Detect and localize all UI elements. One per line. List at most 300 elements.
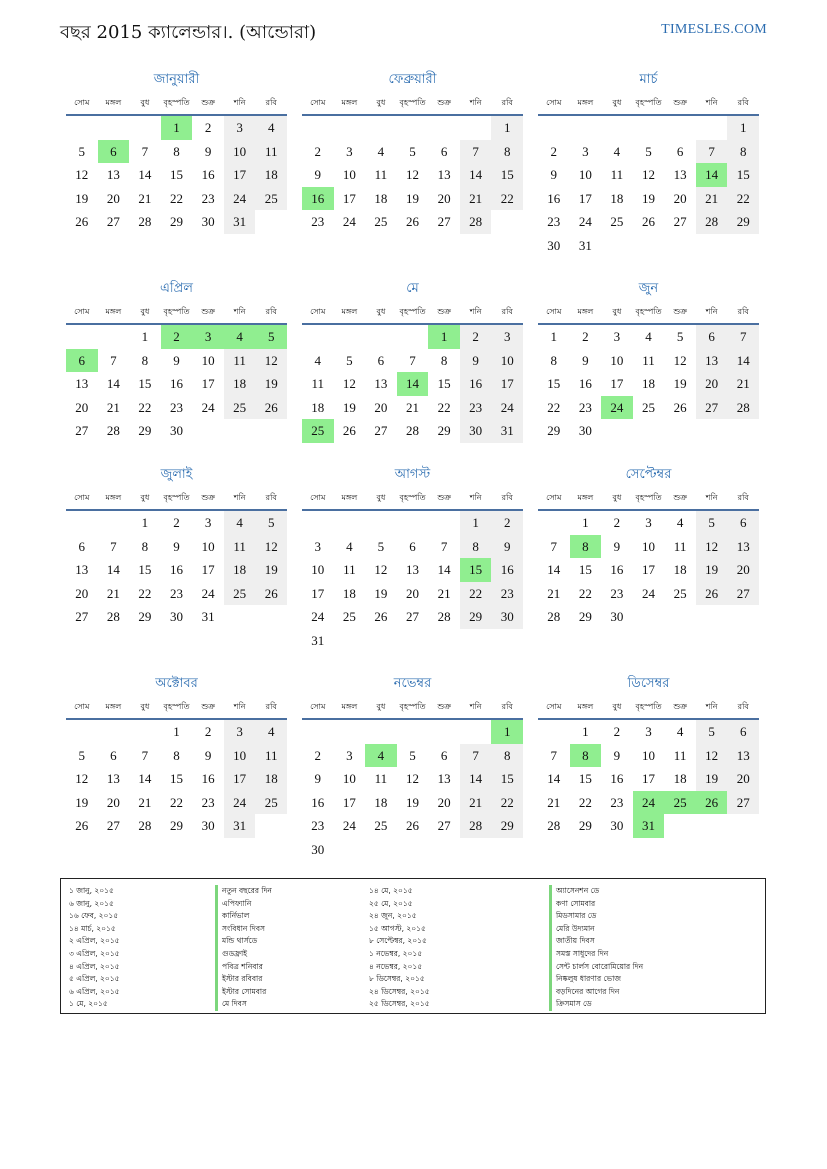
day-cell: 5 (255, 511, 287, 535)
day-cell: 2 (173, 515, 180, 530)
day-cell: 30 (169, 609, 183, 625)
day-cell: 23 (610, 794, 624, 810)
day-cell: 29 (138, 609, 152, 625)
day-cell: 23 (460, 396, 492, 420)
weekday-label: বুধ (612, 493, 622, 502)
day-cell: 24 (342, 214, 356, 230)
day-cell: 8 (440, 352, 448, 368)
day-cell: 14 (138, 771, 152, 787)
month-title: ডিসেম্বর (627, 676, 670, 691)
weekday-label: রবি (501, 307, 513, 316)
day-cell: 2 (314, 747, 322, 763)
day-cell: 22 (460, 582, 492, 606)
day-cell: 9 (173, 538, 180, 554)
weekday-label: মঙ্গল (105, 98, 122, 107)
day-cell: 15 (491, 767, 523, 791)
day-cell: 23 (311, 214, 325, 230)
day-cell: 10 (224, 744, 256, 768)
day-cell: 17 (342, 190, 356, 206)
day-cell: 7 (141, 747, 149, 763)
day-cell: 16 (491, 558, 523, 582)
day-cell: 25 (255, 187, 287, 211)
day-cell: 13 (696, 349, 728, 373)
day-cell: 21 (138, 190, 152, 206)
day-grid (302, 325, 523, 443)
day-cell: 29 (727, 210, 759, 234)
day-cell: 11 (673, 538, 687, 554)
weekday-label: বৃহস্পতি (635, 98, 662, 107)
day-cell: 20 (405, 585, 419, 601)
day-grid (66, 116, 287, 234)
holiday-name: পবিত্র শনিবার (215, 961, 272, 974)
empty-cell (570, 116, 602, 140)
day-grid (538, 511, 759, 629)
day-cell: 25 (673, 585, 687, 601)
weekday-label: সোম (310, 702, 326, 711)
empty-cell (98, 116, 130, 140)
day-cell: 7 (696, 140, 728, 164)
day-cell: 23 (201, 794, 215, 810)
day-cell: 15 (138, 376, 152, 392)
day-cell: 12 (374, 562, 388, 578)
empty-cell (664, 116, 696, 140)
day-cell: 20 (106, 190, 120, 206)
empty-cell (66, 511, 98, 535)
day-cell: 28 (460, 210, 492, 234)
weekday-label: বৃহস্পতি (399, 493, 426, 502)
day-cell: 1 (141, 329, 149, 344)
day-cell: 9 (314, 771, 322, 787)
empty-cell (334, 720, 366, 744)
day-cell: 24 (342, 818, 356, 834)
empty-cell (633, 116, 665, 140)
day-grid (538, 325, 759, 443)
day-cell: 6 (676, 143, 684, 159)
day-cell: 28 (460, 814, 492, 838)
day-cell: 11 (374, 771, 388, 787)
empty-cell (428, 511, 460, 535)
month-title: জুন (638, 281, 659, 296)
empty-cell (302, 116, 334, 140)
day-cell: 5 (696, 720, 728, 744)
day-cell: 23 (311, 818, 325, 834)
day-cell: 8 (727, 140, 759, 164)
day-cell: 11 (255, 744, 287, 768)
day-cell: 1 (173, 724, 180, 739)
weekday-label: বৃহস্পতি (635, 307, 662, 316)
day-cell: 29 (169, 818, 183, 834)
day-cell: 1 (727, 116, 759, 140)
holiday-day-cell: 1 (428, 325, 460, 349)
day-cell: 31 (224, 210, 256, 234)
day-cell: 1 (550, 329, 558, 344)
weekday-label: শনি (705, 307, 718, 316)
day-cell: 10 (201, 352, 215, 368)
month-block (66, 279, 287, 443)
holiday-date: ২৪ ডিসেম্বর, ২০১৫ (369, 986, 430, 996)
month-block (302, 70, 523, 234)
day-cell: 19 (255, 372, 287, 396)
day-cell: 24 (201, 399, 215, 415)
weekday-label: মঙ্গল (341, 702, 358, 711)
day-cell: 3 (224, 116, 256, 140)
day-cell: 19 (405, 794, 419, 810)
day-cell: 15 (547, 376, 561, 392)
empty-cell (397, 325, 429, 349)
day-cell: 7 (727, 325, 759, 349)
day-cell: 17 (578, 190, 592, 206)
day-cell: 3 (645, 515, 652, 530)
day-cell: 16 (610, 562, 624, 578)
day-cell: 4 (255, 720, 287, 744)
day-cell: 8 (173, 747, 180, 763)
holiday-name: অ্যাসেনশন ডে (549, 885, 643, 898)
holiday-names-col-1 (215, 885, 272, 1011)
holiday-date: ৮ ডিসেম্বর, ২০১৫ (369, 974, 425, 984)
day-cell: 30 (460, 419, 492, 443)
day-cell: 25 (224, 396, 256, 420)
holiday-date: ১ নভেম্বর, ২০১৫ (369, 948, 423, 958)
day-cell: 22 (138, 585, 152, 601)
day-cell: 24 (224, 791, 256, 815)
weekday-header (66, 92, 287, 116)
holiday-name: কণা সোমবার (549, 898, 643, 911)
day-cell: 21 (460, 791, 492, 815)
day-cell: 24 (641, 585, 655, 601)
day-cell: 2 (314, 143, 322, 159)
day-cell: 25 (224, 582, 256, 606)
day-cell: 23 (547, 214, 561, 230)
day-cell: 2 (460, 325, 492, 349)
day-cell: 14 (106, 376, 120, 392)
day-cell: 29 (460, 605, 492, 629)
weekday-label: শুক্র (673, 493, 687, 502)
day-cell: 30 (201, 818, 215, 834)
day-cell: 15 (437, 376, 451, 392)
day-cell: 27 (106, 818, 120, 834)
day-cell: 3 (491, 325, 523, 349)
weekday-label: মঙ্গল (341, 493, 358, 502)
empty-cell (538, 116, 570, 140)
day-cell: 9 (613, 538, 621, 554)
empty-cell (428, 116, 460, 140)
day-cell: 27 (437, 214, 451, 230)
day-cell: 22 (437, 399, 451, 415)
empty-cell (397, 511, 429, 535)
weekday-label: শুক্র (673, 98, 687, 107)
day-cell: 6 (110, 747, 117, 763)
weekday-label: রবি (737, 98, 749, 107)
day-cell: 31 (311, 632, 325, 648)
holiday-date: ৬ এপ্রিল, ২০১৫ (69, 986, 120, 996)
holiday-day-cell: 8 (570, 535, 602, 559)
day-cell: 27 (75, 609, 89, 625)
weekday-label: শুক্র (437, 98, 451, 107)
month-block (302, 279, 523, 443)
day-cell: 8 (460, 535, 492, 559)
site-link[interactable]: TIMESLES.COM (661, 22, 767, 37)
weekday-label: বুধ (376, 493, 386, 502)
weekday-header (302, 487, 523, 511)
day-cell: 6 (377, 352, 385, 368)
month-title: সেপ্টেম্বর (625, 467, 672, 482)
weekday-label: সোম (74, 493, 90, 502)
weekday-label: মঙ্গল (577, 702, 594, 711)
day-cell: 4 (676, 724, 684, 739)
empty-cell (538, 720, 570, 744)
day-cell: 19 (342, 399, 356, 415)
day-cell: 6 (727, 720, 759, 744)
weekday-header (302, 301, 523, 325)
day-cell: 2 (204, 724, 212, 739)
day-cell: 11 (610, 167, 624, 183)
day-cell: 18 (224, 372, 256, 396)
weekday-label: বৃহস্পতি (163, 702, 190, 711)
day-cell: 1 (491, 116, 523, 140)
weekday-label: বৃহস্পতি (163, 98, 190, 107)
holiday-name: বড়দিনের আগের দিন (549, 986, 643, 999)
day-cell: 3 (314, 538, 322, 554)
day-cell: 6 (440, 143, 448, 159)
holiday-name: সমস্ত সাধুদের দিন (549, 948, 643, 961)
day-cell: 5 (346, 352, 353, 368)
day-cell: 15 (138, 562, 152, 578)
weekday-label: রবি (501, 702, 513, 711)
day-cell: 16 (201, 167, 215, 183)
day-grid (538, 720, 759, 838)
empty-cell (334, 511, 366, 535)
day-cell: 18 (255, 767, 287, 791)
day-cell: 12 (405, 167, 419, 183)
day-cell: 22 (491, 187, 523, 211)
day-cell: 19 (374, 585, 388, 601)
day-cell: 10 (641, 538, 655, 554)
day-cell: 10 (342, 771, 356, 787)
weekday-label: শনি (233, 98, 246, 107)
holiday-date: ১৫ আগস্ট, ২০১৫ (369, 923, 426, 933)
weekday-label: শনি (233, 702, 246, 711)
day-cell: 15 (578, 562, 592, 578)
weekday-label: মঙ্গল (577, 98, 594, 107)
day-cell: 20 (106, 794, 120, 810)
day-cell: 30 (311, 841, 325, 857)
day-cell: 8 (491, 744, 523, 768)
holiday-day-cell: 24 (601, 396, 633, 420)
day-cell: 12 (405, 771, 419, 787)
day-cell: 15 (169, 167, 183, 183)
day-cell: 22 (578, 794, 592, 810)
day-cell: 7 (460, 140, 492, 164)
day-cell: 16 (578, 376, 592, 392)
day-cell: 6 (409, 538, 416, 554)
empty-cell (129, 720, 161, 744)
holiday-name: মে দিবস (215, 998, 272, 1011)
day-cell: 24 (311, 609, 325, 625)
day-cell: 4 (676, 515, 684, 530)
holiday-name: মন্ডি থার্সডে (215, 935, 272, 948)
day-cell: 8 (550, 352, 558, 368)
weekday-label: শুক্র (437, 493, 451, 502)
day-cell: 15 (727, 163, 759, 187)
weekday-header (66, 487, 287, 511)
weekday-label: শনি (705, 98, 718, 107)
day-cell: 13 (374, 376, 388, 392)
empty-cell (66, 116, 98, 140)
day-grid (302, 511, 523, 653)
empty-cell (302, 720, 334, 744)
weekday-label: বুধ (612, 702, 622, 711)
day-cell: 12 (342, 376, 356, 392)
day-cell: 17 (641, 771, 655, 787)
day-cell: 14 (138, 167, 152, 183)
weekday-label: বৃহস্পতি (635, 702, 662, 711)
day-cell: 21 (696, 187, 728, 211)
day-cell: 7 (110, 352, 117, 368)
holiday-name: ক্রিসমাস ডে (549, 998, 643, 1011)
empty-cell (98, 720, 130, 744)
day-cell: 12 (255, 535, 287, 559)
day-cell: 21 (437, 585, 451, 601)
weekday-label: মঙ্গল (577, 493, 594, 502)
day-cell: 28 (405, 423, 419, 439)
month-block (538, 674, 759, 838)
weekday-label: বুধ (376, 98, 386, 107)
day-cell: 20 (727, 767, 759, 791)
weekday-label: শুক্র (437, 307, 451, 316)
day-cell: 13 (437, 167, 451, 183)
day-cell: 10 (311, 562, 325, 578)
day-cell: 22 (491, 791, 523, 815)
day-cell: 10 (641, 747, 655, 763)
holiday-day-cell: 6 (98, 140, 130, 164)
weekday-label: শুক্র (201, 307, 215, 316)
day-cell: 9 (173, 352, 180, 368)
day-cell: 20 (727, 558, 759, 582)
day-cell: 17 (224, 767, 256, 791)
day-cell: 27 (106, 214, 120, 230)
day-cell: 8 (141, 352, 149, 368)
weekday-label: শুক্র (673, 307, 687, 316)
month-block (66, 674, 287, 838)
day-cell: 4 (224, 511, 256, 535)
day-cell: 17 (342, 794, 356, 810)
day-cell: 9 (582, 352, 589, 368)
day-cell: 25 (342, 609, 356, 625)
day-cell: 28 (547, 609, 561, 625)
day-cell: 26 (255, 396, 287, 420)
holiday-name: গুডফ্রাই (215, 948, 272, 961)
holiday-day-cell: 1 (491, 720, 523, 744)
day-cell: 27 (75, 423, 89, 439)
weekday-label: সোম (546, 98, 562, 107)
weekday-label: শুক্র (201, 702, 215, 711)
holiday-name: ইস্টার সোমবার (215, 986, 272, 999)
day-cell: 26 (405, 818, 419, 834)
day-cell: 20 (75, 585, 89, 601)
day-cell: 4 (314, 352, 322, 368)
day-cell: 18 (610, 190, 624, 206)
weekday-label: সোম (546, 307, 562, 316)
weekday-label: বৃহস্পতি (399, 702, 426, 711)
weekday-label: বৃহস্পতি (163, 493, 190, 502)
weekday-label: রবি (501, 98, 513, 107)
day-cell: 2 (613, 515, 621, 530)
day-cell: 3 (346, 747, 353, 763)
holiday-date: ২৫ মে, ২০১৫ (369, 898, 413, 908)
day-cell: 29 (578, 818, 592, 834)
day-cell: 22 (138, 399, 152, 415)
day-cell: 26 (342, 423, 356, 439)
holiday-name: এপিফ্যানি (215, 898, 272, 911)
weekday-label: শুক্র (673, 702, 687, 711)
day-cell: 13 (106, 167, 120, 183)
day-cell: 21 (405, 399, 419, 415)
day-cell: 1 (141, 515, 149, 530)
weekday-label: শনি (705, 702, 718, 711)
day-cell: 12 (696, 744, 728, 768)
weekday-label: রবি (737, 702, 749, 711)
holiday-day-cell: 25 (664, 791, 696, 815)
day-cell: 11 (311, 376, 325, 392)
holiday-date: ৩ এপ্রিল, ২০১৫ (69, 948, 120, 958)
day-cell: 28 (547, 818, 561, 834)
day-cell: 18 (673, 771, 687, 787)
day-cell: 17 (610, 376, 624, 392)
day-cell: 10 (491, 349, 523, 373)
day-cell: 1 (460, 511, 492, 535)
holiday-day-cell: 16 (302, 187, 334, 211)
holiday-name: মেরি উদ্যমান (549, 923, 643, 936)
weekday-label: রবি (265, 307, 277, 316)
weekday-header (302, 92, 523, 116)
day-cell: 25 (255, 791, 287, 815)
day-cell: 1 (582, 515, 589, 530)
day-grid (302, 116, 523, 234)
holiday-day-cell: 1 (161, 116, 193, 140)
day-cell: 18 (342, 585, 356, 601)
day-cell: 30 (547, 237, 561, 253)
holiday-list (60, 878, 766, 1014)
empty-cell (460, 116, 492, 140)
month-title: আগস্ট (394, 467, 431, 482)
weekday-label: বুধ (140, 98, 150, 107)
month-title: এপ্রিল (160, 281, 193, 296)
day-cell: 7 (141, 143, 149, 159)
day-cell: 19 (75, 190, 89, 206)
weekday-header (538, 92, 759, 116)
weekday-label: সোম (74, 98, 90, 107)
day-cell: 29 (169, 214, 183, 230)
day-cell: 20 (437, 190, 451, 206)
weekday-header (66, 696, 287, 720)
day-cell: 30 (578, 423, 592, 439)
day-cell: 4 (613, 143, 621, 159)
page-title: বছর 2015 ক্যালেন্ডার।. (আন্ডোরা) (60, 22, 317, 43)
day-cell: 5 (645, 143, 652, 159)
empty-cell (397, 720, 429, 744)
month-block (538, 279, 759, 443)
day-cell: 27 (437, 818, 451, 834)
day-cell: 3 (346, 143, 353, 159)
holiday-name: নতুন বছরের দিন (215, 885, 272, 898)
day-cell: 29 (547, 423, 561, 439)
day-cell: 18 (673, 562, 687, 578)
holiday-names-col-2 (549, 885, 643, 1011)
weekday-label: সোম (546, 493, 562, 502)
month-title: ফেব্রুয়ারী (388, 72, 437, 87)
holiday-name: সেন্ট চার্লস বোরোমিয়োর দিন (549, 961, 643, 974)
day-cell: 11 (224, 535, 256, 559)
